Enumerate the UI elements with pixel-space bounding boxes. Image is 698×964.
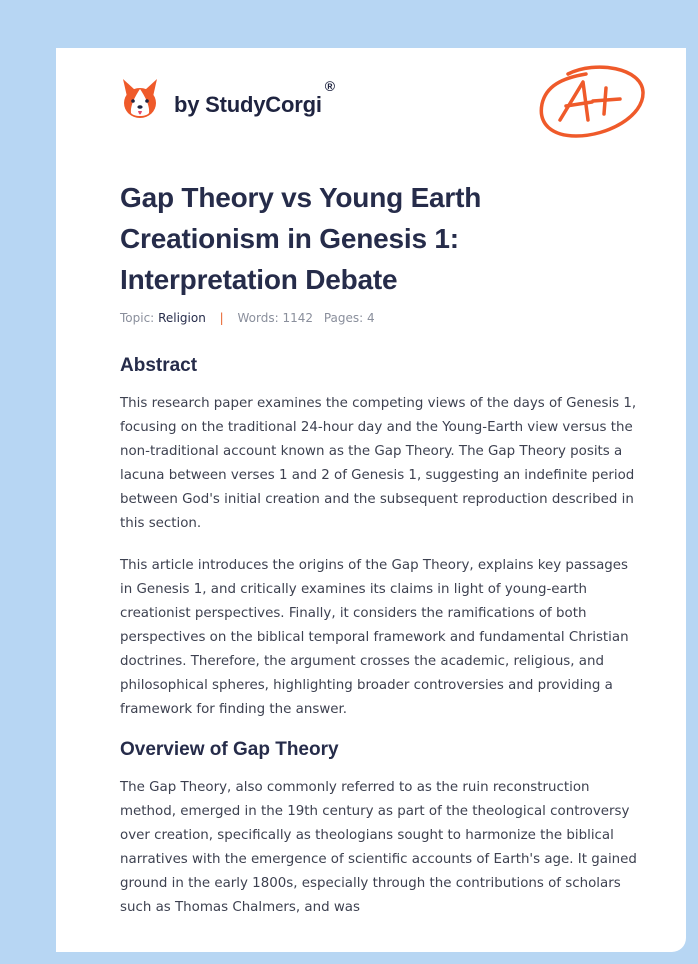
pages-label: Pages: <box>323 311 364 325</box>
words-label: Words: <box>237 311 279 325</box>
meta-separator: | <box>219 311 224 325</box>
abstract-paragraph-2: This article introduces the origins of the Gap Theory, explains key passages in Genesis 1, and critically examines its claims in light of young-earth creationist perspectives. Finally, it considers the ramifications of both perspectives on the biblical temporal framework and fundamental Christian doctrines. Therefore, the argument crosses the academic, religious, and philosophical spheres, highlighting broader controversies and providing a framework for finding the answer. <box>120 558 629 717</box>
registered-mark: ® <box>324 78 336 94</box>
brand-header[interactable] <box>120 74 335 122</box>
corgi-logo-icon <box>120 75 160 121</box>
abstract-paragraph-1: This research paper examines the competing views of the days of Genesis 1, focusing on the traditional 24-hour day and the Young-Earth view versus the non-traditional account known as the Gap Theory. The Gap Theory posits a lacuna between verses 1 and 2 of Genesis 1, suggesting an indefinite period between God's initial creation and the subsequent reproduction described in this section. <box>120 396 637 531</box>
topic-label: Topic: <box>120 311 155 325</box>
gap-theory-paragraph-1: The Gap Theory, also commonly referred to as the ruin reconstruction method, emerged in the 19th century as part of the theological controversy over creation, specifically as theologians sought to harmonize the biblical narratives with the emergence of scientific accounts of Earth's age. It gained ground in the early 1800s, especially through the contributions of scholars such as Thomas Chalmers, and was <box>120 780 637 915</box>
words-value: 1142 <box>282 311 314 325</box>
document-title: Gap Theory vs Young Earth Creationism in Genesis 1: Interpretation Debate <box>120 182 482 295</box>
a-plus-grade-icon <box>538 58 650 142</box>
section-heading-gap-theory: Overview of Gap Theory <box>120 739 339 760</box>
section-heading-abstract: Abstract <box>120 355 198 376</box>
pages-value: 4 <box>367 311 375 325</box>
brand-name: by StudyCorgi <box>174 92 322 117</box>
topic-value[interactable]: Religion <box>158 311 206 325</box>
document-meta <box>120 311 375 325</box>
document-page <box>56 48 686 952</box>
